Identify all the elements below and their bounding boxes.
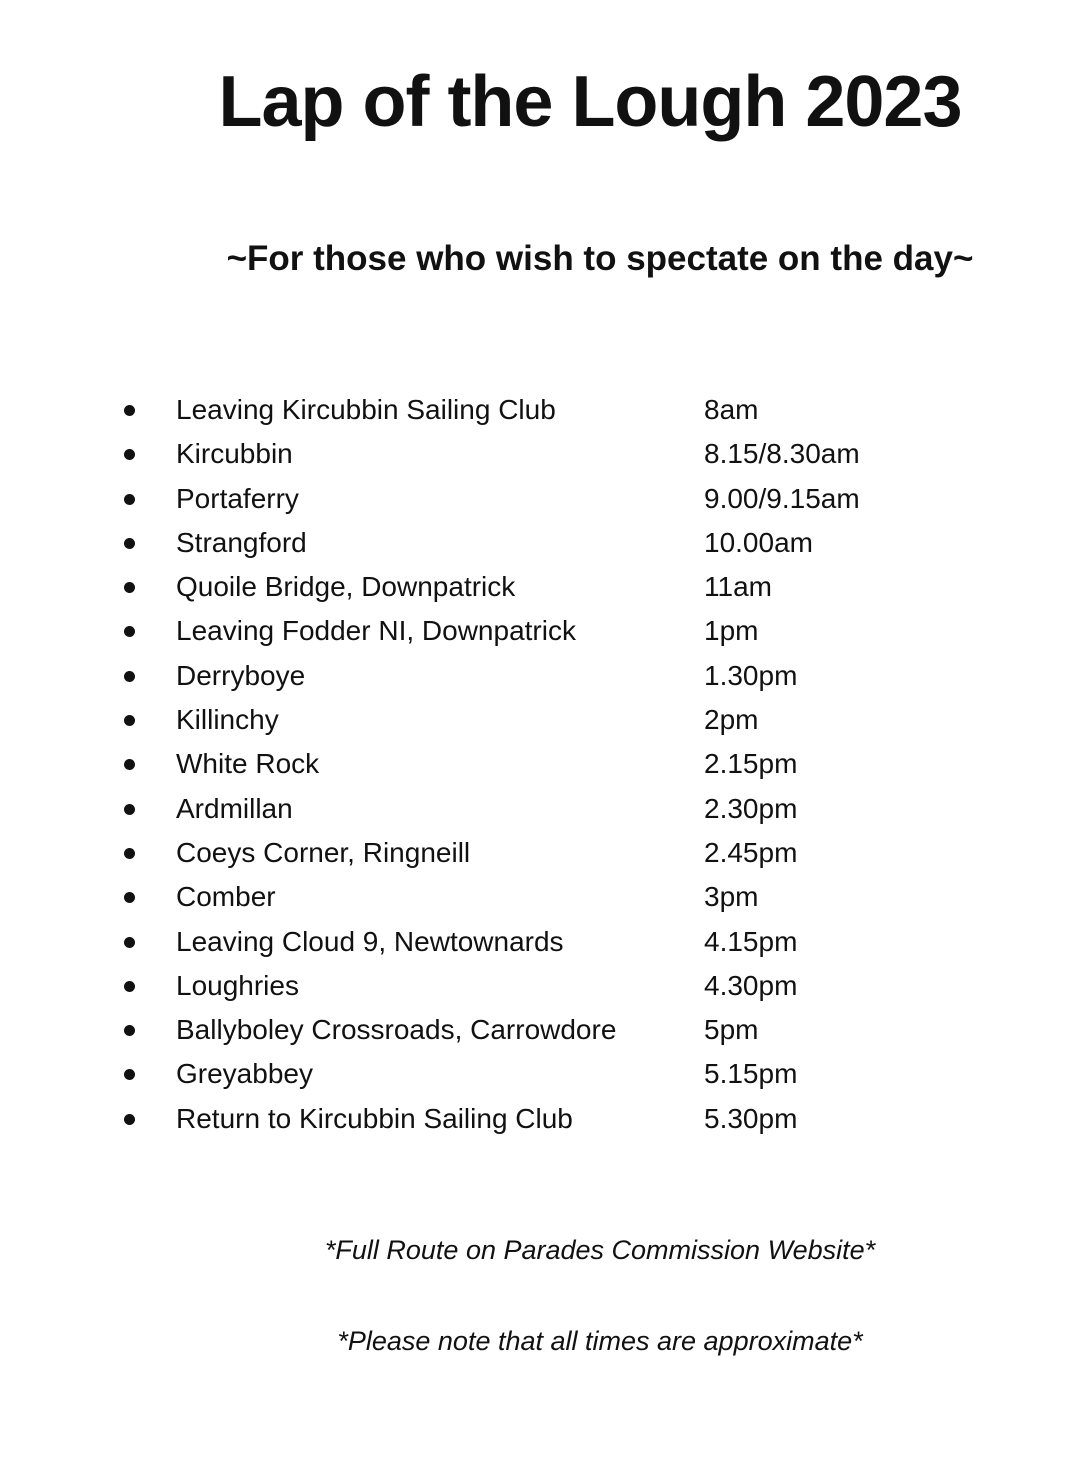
times-note: *Please note that all times are approximate* (337, 1326, 863, 1356)
schedule-time: 9.00/9.15am (704, 482, 860, 514)
schedule-place: Strangford (176, 526, 307, 558)
schedule-row (0, 432, 1080, 476)
schedule-place: Loughries (176, 969, 299, 1001)
schedule-row (0, 875, 1080, 919)
schedule-time: 2.15pm (704, 748, 798, 780)
bullet-icon (124, 1025, 135, 1036)
schedule-place: Comber (176, 881, 276, 913)
schedule-row (0, 654, 1080, 698)
bullet-icon (124, 715, 135, 726)
schedule-row (0, 787, 1080, 831)
page-title: Lap of the Lough 2023 (218, 62, 962, 142)
bullet-icon (124, 981, 135, 992)
schedule-time: 11am (704, 571, 772, 603)
bullet-icon (124, 582, 135, 593)
page-subtitle: ~For those who wish to spectate on the day~ (226, 239, 974, 278)
schedule-time: 5.15pm (704, 1058, 798, 1090)
schedule-place: Leaving Cloud 9, Newtownards (176, 925, 564, 957)
schedule-place: Leaving Kircubbin Sailing Club (176, 394, 556, 425)
bullet-icon (124, 494, 135, 505)
bullet-icon (124, 848, 135, 859)
bullet-icon (124, 804, 135, 815)
schedule-time: 2.45pm (704, 836, 798, 868)
schedule-row (0, 920, 1080, 964)
bullet-icon (124, 538, 135, 549)
schedule-row (0, 831, 1080, 875)
route-note: *Full Route on Parades Commission Website* (324, 1235, 876, 1265)
bullet-icon (124, 759, 135, 770)
bullet-icon (124, 671, 135, 682)
schedule-time: 10.00am (704, 526, 813, 558)
schedule-row (0, 477, 1080, 521)
schedule-row (0, 1008, 1080, 1052)
schedule-place: Ballyboley Crossroads, Carrowdore (176, 1014, 617, 1046)
schedule-place: Kircubbin (176, 438, 293, 470)
schedule-time: 8.15/8.30am (704, 438, 860, 470)
schedule-place: Ardmillan (176, 792, 293, 824)
schedule-place: Derryboye (176, 659, 306, 691)
schedule-time: 8am (704, 394, 759, 425)
schedule-place: White Rock (176, 748, 320, 780)
schedule-row (0, 521, 1080, 565)
schedule-time: 5pm (704, 1014, 759, 1046)
schedule-time: 4.15pm (704, 925, 798, 957)
schedule-place: Quoile Bridge, Downpatrick (176, 571, 516, 603)
schedule-row (0, 388, 1080, 432)
schedule-row (0, 742, 1080, 786)
bullet-icon (124, 937, 135, 948)
bullet-icon (124, 1114, 135, 1125)
schedule-place: Leaving Fodder NI, Downpatrick (176, 615, 576, 647)
schedule-row (0, 1097, 1080, 1141)
schedule-row (0, 1052, 1080, 1096)
schedule-place: Return to Kircubbin Sailing Club (176, 1102, 573, 1134)
schedule-row (0, 964, 1080, 1008)
bullet-icon (124, 405, 135, 416)
bullet-icon (124, 1069, 135, 1080)
bullet-icon (124, 892, 135, 903)
schedule-time: 5.30pm (704, 1102, 798, 1134)
schedule-row (0, 565, 1080, 609)
schedule-place: Coeys Corner, Ringneill (176, 836, 471, 868)
schedule-time: 1.30pm (704, 659, 798, 691)
schedule-row (0, 609, 1080, 653)
schedule-place: Portaferry (176, 482, 299, 514)
bullet-icon (124, 449, 135, 460)
schedule-time: 2pm (704, 704, 759, 736)
schedule-place: Greyabbey (176, 1058, 313, 1090)
schedule-row (0, 698, 1080, 742)
schedule-place: Killinchy (176, 704, 279, 736)
schedule-time: 3pm (704, 881, 759, 913)
schedule-list (0, 388, 1080, 1141)
schedule-time: 2.30pm (704, 792, 798, 824)
bullet-icon (124, 626, 135, 637)
schedule-time: 1pm (704, 615, 759, 647)
schedule-time: 4.30pm (704, 969, 798, 1001)
